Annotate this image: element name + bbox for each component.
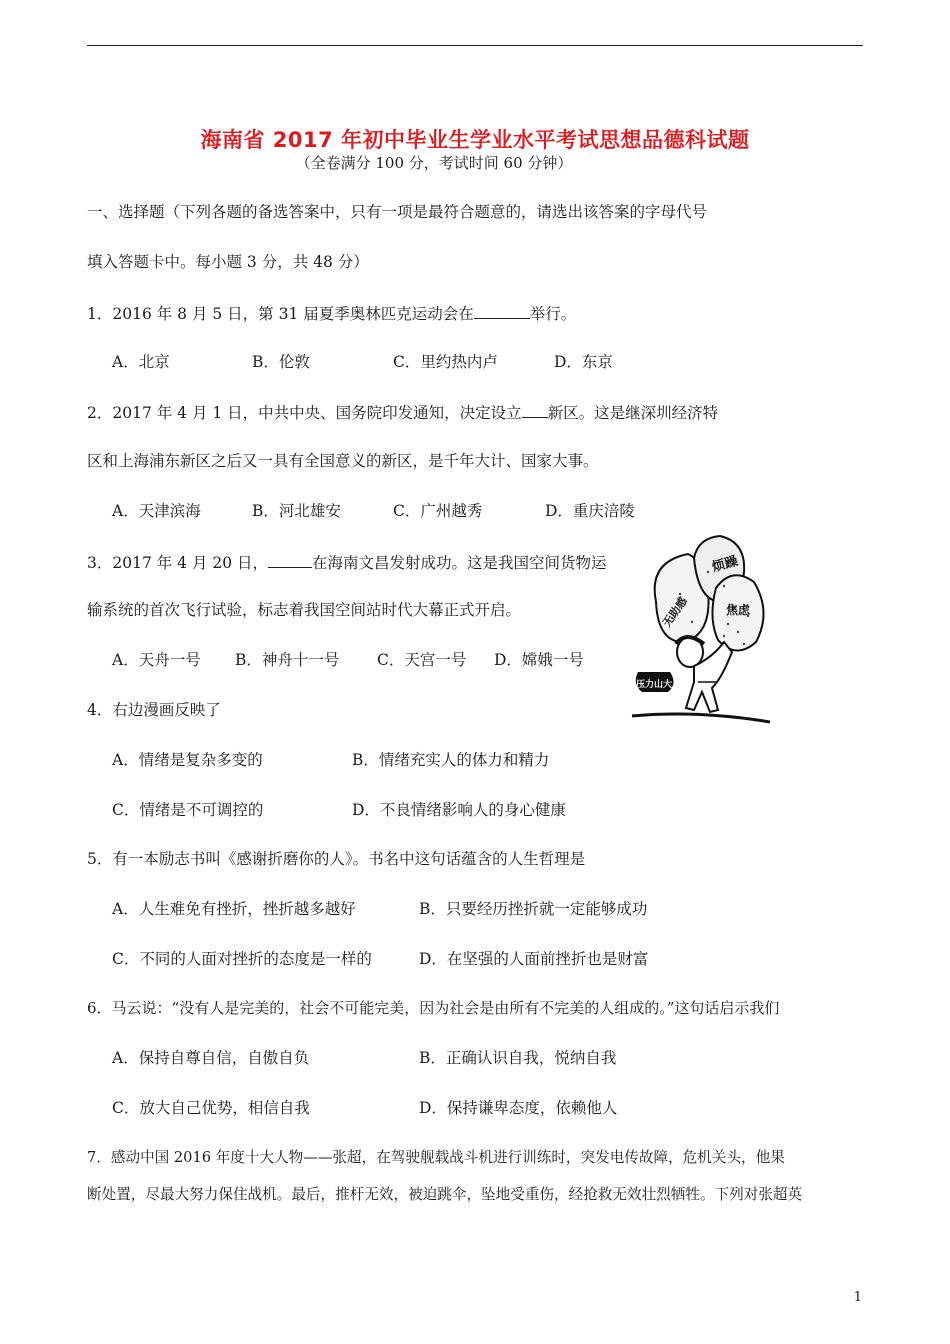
q4-option-c: C．情绪是不可调控的 [112, 801, 264, 819]
bag-label-anxiety: 焦虑 [725, 603, 751, 617]
q3-option-c: C．天宫一号 [377, 651, 467, 669]
answer-blank [268, 551, 312, 568]
q4-option-a: A．情绪是复杂多变的 [112, 751, 263, 769]
speech-text: 压力山大 [635, 680, 673, 690]
q6-option-a: A．保持自尊自信，自傲自负 [112, 1049, 310, 1067]
question-3-text-end: 在海南文昌发射成功。这是我国空间货物运 [312, 554, 607, 572]
header-rule [87, 45, 863, 46]
page-title: 海南省 2017 年初中毕业生学业水平考试思想品德科试题 [200, 128, 750, 152]
section-heading-line2: 填入答题卡中。每小题 3 分，共 48 分） [87, 253, 369, 271]
q5-option-c: C．不同的人面对挫折的态度是一样的 [112, 950, 372, 968]
q1-option-d: D．东京 [554, 353, 613, 371]
stress-cartoon-image [628, 532, 774, 728]
question-1-text: 1．2016 年 8 月 5 日，第 31 届夏季奥林匹克运动会在 [87, 305, 474, 323]
q6-option-b: B．正确认识自我，悦纳自我 [419, 1049, 617, 1067]
q2-option-c: C．广州越秀 [393, 502, 483, 520]
bag-label-helpless: 无助感 [660, 594, 690, 630]
question-2 [87, 401, 718, 423]
q1-option-c: C．里约热内卢 [393, 353, 498, 371]
question-6: 6．马云说：“没有人是完美的，社会不可能完美，因为社会是由所有不完美的人组成的。”这句话启示我们 [87, 999, 780, 1017]
q1-option-a: A．北京 [112, 353, 170, 371]
q6-option-c: C．放大自己优势，相信自我 [112, 1099, 310, 1117]
answer-blank [474, 302, 530, 319]
question-4: 4．右边漫画反映了 [87, 701, 221, 719]
question-1-text-end: 举行。 [529, 305, 577, 323]
q1-option-b: B．伦敦 [252, 353, 310, 371]
q6-option-d: D．保持谦卑态度，依赖他人 [419, 1099, 618, 1117]
q5-option-a: A．人生难免有挫折，挫折越多越好 [112, 900, 356, 918]
q2-option-a: A．天津滨海 [112, 502, 201, 520]
question-7-line2: 断处置，尽最大努力保住战机。最后，推杆无效，被迫跳伞，坠地受重伤，经抢救无效壮烈牺牲。下列对张超英 [87, 1186, 803, 1203]
page-subtitle: （全卷满分 100 分，考试时间 60 分钟） [295, 154, 573, 172]
question-7: 7．感动中国 2016 年度十大人物——张超，在驾驶舰载战斗机进行训练时，突发电传故障，危机关头，他果 [87, 1149, 785, 1166]
question-2-text-end: 新区。这是继深圳经济特 [547, 404, 719, 422]
answer-blank [522, 401, 548, 418]
question-3 [87, 551, 607, 573]
q2-option-d: D．重庆涪陵 [545, 502, 635, 520]
page-number: 1 [853, 1290, 862, 1305]
bag-label-irritable: 烦躁 [710, 554, 740, 576]
q5-option-b: B．只要经历挫折就一定能够成功 [419, 900, 648, 918]
question-1 [87, 302, 576, 324]
question-3-line2: 输系统的首次飞行试验，标志着我国空间站时代大幕正式开启。 [87, 601, 522, 619]
q4-option-b: B．情绪充实人的体力和精力 [352, 751, 550, 769]
q3-option-a: A．天舟一号 [112, 651, 201, 669]
question-5: 5．有一本励志书叫《感谢折磨你的人》。书名中这句话蕴含的人生哲理是 [87, 850, 586, 868]
q2-option-b: B．河北雄安 [252, 502, 341, 520]
q4-option-d: D．不良情绪影响人的身心健康 [352, 801, 566, 819]
q3-option-b: B．神舟十一号 [235, 651, 340, 669]
q5-option-d: D．在坚强的人面前挫折也是财富 [419, 950, 649, 968]
section-heading-line1: 一、选择题（下列各题的备选答案中，只有一项是最符合题意的，请选出该答案的字母代号 [87, 203, 708, 221]
q3-option-d: D．嫦娥一号 [494, 651, 584, 669]
question-3-text: 3．2017 年 4 月 20 日， [87, 554, 269, 572]
question-2-line2: 区和上海浦东新区之后又一具有全国意义的新区，是千年大计、国家大事。 [87, 452, 599, 470]
question-2-text: 2．2017 年 4 月 1 日，中共中央、国务院印发通知，决定设立 [87, 404, 522, 422]
